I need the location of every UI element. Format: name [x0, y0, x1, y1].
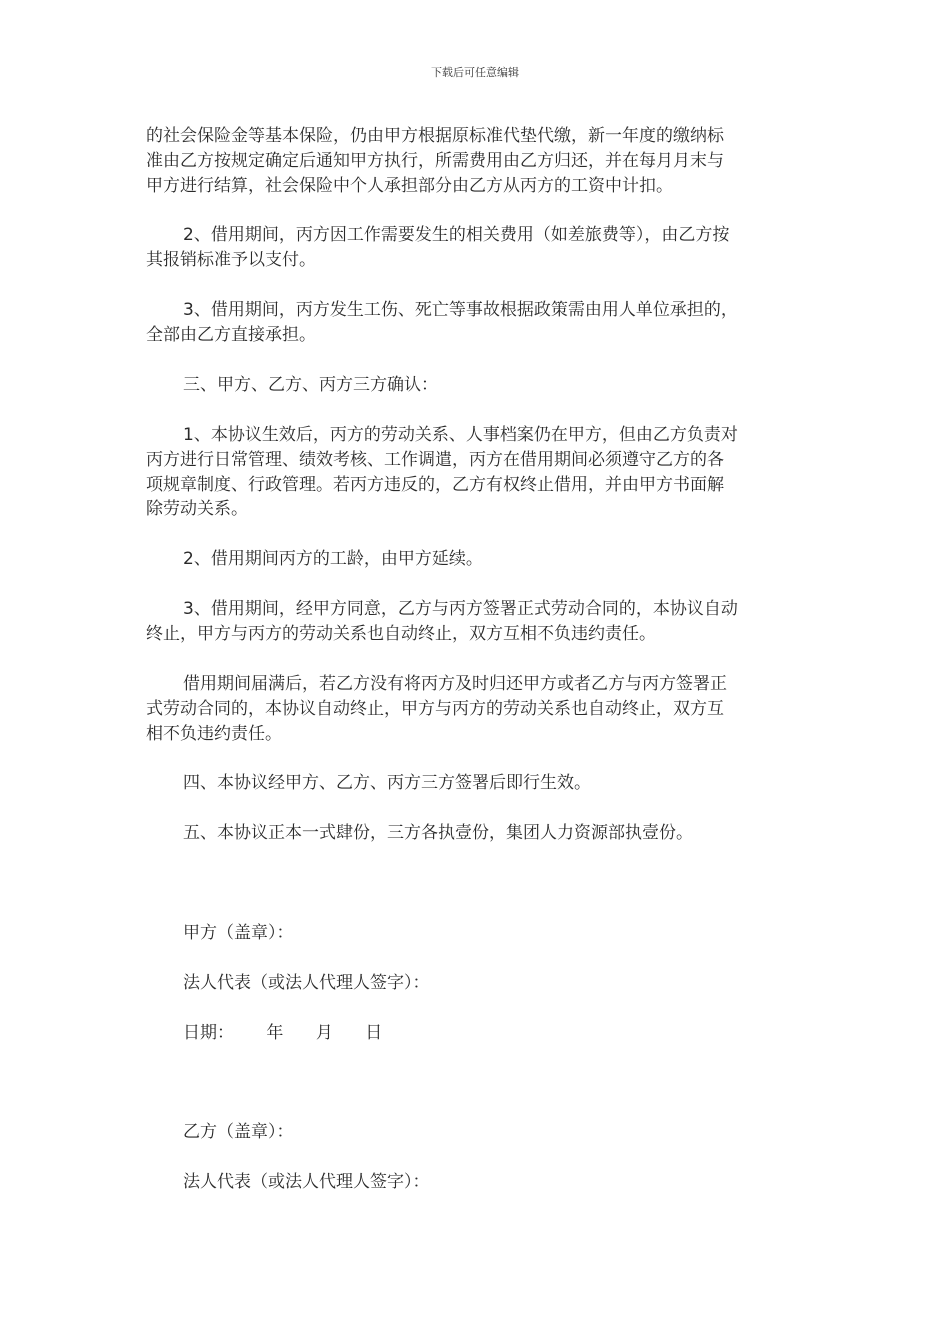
- page-header: 下载后可任意编辑: [431, 66, 519, 79]
- paragraph-line: 四、本协议经甲方、乙方、丙方三方签署后即行生效。: [183, 773, 591, 793]
- paragraph-labor-relations: [146, 423, 806, 522]
- paragraph-line: 三、甲方、乙方、丙方三方确认：: [183, 375, 438, 395]
- party-b-seal-label: 乙方（盖章）：: [183, 1122, 294, 1142]
- section-five: [146, 821, 806, 846]
- paragraph-line: 1、本协议生效后，丙方的劳动关系、人事档案仍在甲方，但由乙方负责对: [183, 425, 738, 445]
- paragraph-line: 其报销标准予以支付。: [146, 249, 316, 270]
- paragraph-line: 除劳动关系。: [146, 499, 248, 520]
- paragraph-injury: [146, 298, 806, 348]
- paragraph-line: 甲方进行结算，社会保险中个人承担部分由乙方从丙方的工资中计扣。: [146, 175, 673, 196]
- paragraph-line: 相不负违约责任。: [146, 723, 282, 744]
- party-a-representative-label: 法人代表（或法人代理人签字）：: [183, 973, 430, 993]
- paragraph-seniority: [146, 547, 806, 572]
- paragraph-line: 准由乙方按规定确定后通知甲方执行，所需费用由乙方归还，并在每月月末与: [146, 150, 724, 171]
- paragraph-line: 的社会保险金等基本保险，仍由甲方根据原标准代垫代缴，新一年度的缴纳标: [146, 126, 724, 146]
- paragraph-line: 2、借用期间，丙方因工作需要发生的相关费用（如差旅费等），由乙方按: [183, 225, 730, 245]
- paragraph-line: 式劳动合同的，本协议自动终止，甲方与丙方的劳动关系也自动终止，双方互: [146, 698, 724, 719]
- paragraph-line: 丙方进行日常管理、绩效考核、工作调遣，丙方在借用期间必须遵守乙方的各: [146, 449, 724, 470]
- section-three-heading: [146, 373, 806, 398]
- party-a-seal-label: 甲方（盖章）：: [183, 923, 294, 943]
- paragraph-line: 2、借用期间丙方的工龄，由甲方延续。: [183, 549, 483, 569]
- paragraph-line: 五、本协议正本一式肆份，三方各执壹份，集团人力资源部执壹份。: [183, 823, 693, 843]
- paragraph-line: 借用期间届满后，若乙方没有将丙方及时归还甲方或者乙方与丙方签署正: [183, 674, 727, 694]
- paragraph-line: 终止，甲方与丙方的劳动关系也自动终止，双方互相不负违约责任。: [146, 623, 656, 644]
- party-a-date-label: 日期： 年 月 日: [183, 1023, 383, 1043]
- paragraph-social-insurance: [146, 124, 806, 198]
- paragraph-expenses: [146, 223, 806, 273]
- paragraph-line: 项规章制度、行政管理。若丙方违反的，乙方有权终止借用，并由甲方书面解: [146, 474, 724, 495]
- paragraph-expiry: [146, 672, 806, 746]
- party-b-representative-label: 法人代表（或法人代理人签字）：: [183, 1172, 430, 1192]
- paragraph-line: 3、借用期间，经甲方同意，乙方与丙方签署正式劳动合同的，本协议自动: [183, 599, 738, 619]
- section-four: [146, 771, 806, 796]
- paragraph-line: 3、借用期间，丙方发生工伤、死亡等事故根据政策需由用人单位承担的，: [183, 300, 738, 320]
- paragraph-formal-contract: [146, 597, 806, 647]
- paragraph-line: 全部由乙方直接承担。: [146, 324, 316, 345]
